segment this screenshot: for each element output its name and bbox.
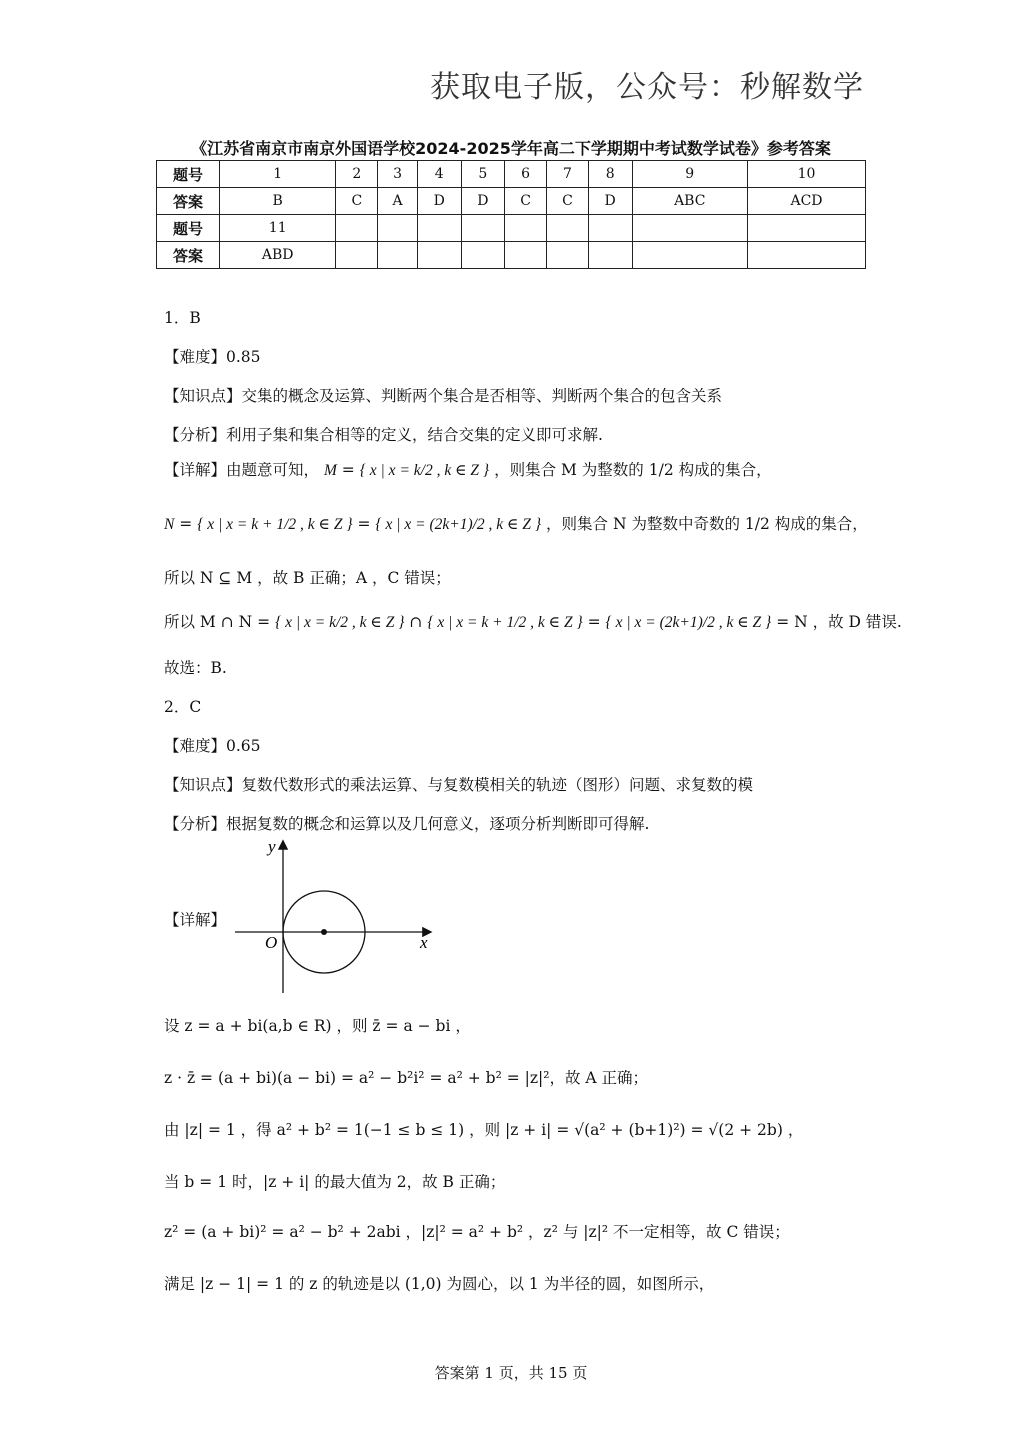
banner-text: 获取电子版，公众号：秒解数学 xyxy=(430,70,864,105)
table-cell: 5 xyxy=(461,161,505,188)
table-cell: 6 xyxy=(505,161,547,188)
table-cell xyxy=(505,242,547,269)
q1-n-line: N = { x | x = k + 1/2 , k ∈ Z } = { x | x = (2k+1)/2 , k ∈ Z } ，则集合 N 为整数中奇数的 1/2 构成的集合， xyxy=(164,515,868,533)
table-cell: ABD xyxy=(220,242,336,269)
table-ans-label: 答案 xyxy=(157,188,220,215)
q1-difficulty: 【难度】0.85 xyxy=(164,348,261,366)
q1-knowledge: 【知识点】交集的概念及运算、判断两个集合是否相等、判断两个集合的包含关系 xyxy=(164,387,723,405)
table-cell xyxy=(748,215,866,242)
q2-difficulty: 【难度】0.65 xyxy=(164,737,261,755)
q2-head: 2．C xyxy=(164,698,202,716)
table-cell: 10 xyxy=(748,161,866,188)
q2-detail-label: 【详解】 xyxy=(164,911,227,929)
q1-intersection-line: 所以 M ∩ N = { x | x = k/2 , k ∈ Z } ∩ { x | x = k + 1/2 , k ∈ Z } = { x | x = (2k+1)/2 , k ∈ Z } = N ，故 D 错误. xyxy=(164,613,902,631)
table-cell: 8 xyxy=(588,161,632,188)
table-head-label: 题号 xyxy=(157,161,220,188)
q1-inter-head: 所以 M ∩ N = xyxy=(164,613,271,631)
table-cell: 4 xyxy=(417,161,461,188)
table-head-label: 题号 xyxy=(157,215,220,242)
table-cell xyxy=(505,215,547,242)
q2-line4: 当 b = 1 时，|z + i| 的最大值为 2，故 B 正确； xyxy=(164,1173,506,1191)
set-n1: { x | x = k + 1/2 , k ∈ Z } xyxy=(427,614,583,631)
table-cell xyxy=(417,242,461,269)
circle-figure xyxy=(230,838,440,998)
q1-inter-tail: = N ，故 D 错误. xyxy=(776,613,902,631)
table-cell: ABC xyxy=(632,188,748,215)
q1-choice: 故选：B. xyxy=(164,659,227,677)
table-cell: ACD xyxy=(748,188,866,215)
q1-n-tail2: 构成的集合， xyxy=(774,515,868,533)
q1-subset: 所以 N ⊆ M ，故 B 正确；A ，C 错误； xyxy=(164,569,451,587)
y-label: y xyxy=(268,838,276,856)
table-row xyxy=(157,188,866,215)
q1-detail-tail2: 构成的集合， xyxy=(678,461,772,479)
half-frac: 1/2 xyxy=(648,461,674,479)
table-cell: D xyxy=(461,188,505,215)
q1-detail-label: 【详解】由题意可知， xyxy=(164,461,320,479)
set-n2: { x | x = (2k+1)/2 , k ∈ Z } xyxy=(375,516,542,533)
table-cell: D xyxy=(417,188,461,215)
q2-line3: 由 |z| = 1 ，得 a² + b² = 1(−1 ≤ b ≤ 1) ，则 |z + i| = √(a² + (b+1)²) = √(2 + 2b) ， xyxy=(164,1121,804,1139)
table-cell: 9 xyxy=(632,161,748,188)
table-cell: 7 xyxy=(547,161,589,188)
table-cell: D xyxy=(588,188,632,215)
q2-line2: z · z̄ = (a + bi)(a − bi) = a² − b²i² = a² + b² = |z|²，故 A 正确； xyxy=(164,1069,648,1087)
table-row xyxy=(157,242,866,269)
table-cell: B xyxy=(220,188,336,215)
table-cell: C xyxy=(547,188,589,215)
table-cell xyxy=(461,242,505,269)
q2-line6: 满足 |z − 1| = 1 的 z 的轨迹是以 (1,0) 为圆心，以 1 为半径的圆，如图所示， xyxy=(164,1275,715,1293)
table-cell xyxy=(632,215,748,242)
table-cell xyxy=(632,242,748,269)
q1-head: 1．B xyxy=(164,309,201,327)
table-row xyxy=(157,161,866,188)
table-cell xyxy=(378,242,418,269)
table-cell xyxy=(336,242,378,269)
page-title: 《江苏省南京市南京外国语学校2024-2025学年高二下学期期中考试数学试卷》参考答案 xyxy=(191,139,831,158)
set-m: { x | x = k/2 , k ∈ Z } xyxy=(359,462,490,479)
table-cell: C xyxy=(336,188,378,215)
table-ans-label: 答案 xyxy=(157,242,220,269)
x-label: x xyxy=(420,933,428,952)
table-cell xyxy=(588,242,632,269)
table-cell xyxy=(336,215,378,242)
q2-knowledge: 【知识点】复数代数形式的乘法运算、与复数模相关的轨迹（图形）问题、求复数的模 xyxy=(164,776,754,794)
table-cell xyxy=(588,215,632,242)
table-cell: 2 xyxy=(336,161,378,188)
q2-line5: z² = (a + bi)² = a² − b² + 2abi ，|z|² = a² + b² ，z² 与 |z|² 不一定相等，故 C 错误； xyxy=(164,1223,790,1241)
half-frac: 1/2 xyxy=(744,515,770,533)
page-footer: 答案第 1 页，共 15 页 xyxy=(434,1364,588,1382)
q2-line1: 设 z = a + bi(a,b ∈ R) ，则 z̄ = a − bi ， xyxy=(164,1017,471,1035)
q1-detail-line: 【详解】由题意可知， M = { x | x = k/2 , k ∈ Z } ，则集合 M 为整数的 1/2 构成的集合， xyxy=(164,461,772,479)
table-cell: 11 xyxy=(220,215,336,242)
table-cell: A xyxy=(378,188,418,215)
set-n2: { x | x = (2k+1)/2 , k ∈ Z } xyxy=(605,614,772,631)
table-row xyxy=(157,215,866,242)
center-point xyxy=(321,929,327,935)
table-cell: C xyxy=(505,188,547,215)
q1-n-tail: ，则集合 N 为整数中奇数的 xyxy=(546,515,740,533)
set-m: { x | x = k/2 , k ∈ Z } xyxy=(275,614,405,631)
q1-detail-tail: ，则集合 M 为整数的 xyxy=(494,461,644,479)
answer-table xyxy=(156,160,866,269)
q1-analysis: 【分析】利用子集和集合相等的定义，结合交集的定义即可求解. xyxy=(164,426,603,444)
table-cell xyxy=(378,215,418,242)
table-cell xyxy=(461,215,505,242)
table-cell: 1 xyxy=(220,161,336,188)
set-n1: { x | x = k + 1/2 , k ∈ Z } xyxy=(197,516,353,533)
table-cell xyxy=(547,215,589,242)
table-cell xyxy=(547,242,589,269)
table-cell: 3 xyxy=(378,161,418,188)
table-cell xyxy=(748,242,866,269)
table-cell xyxy=(417,215,461,242)
origin-label: O xyxy=(265,933,278,952)
q2-analysis: 【分析】根据复数的概念和运算以及几何意义，逐项分析判断即可得解. xyxy=(164,815,650,833)
